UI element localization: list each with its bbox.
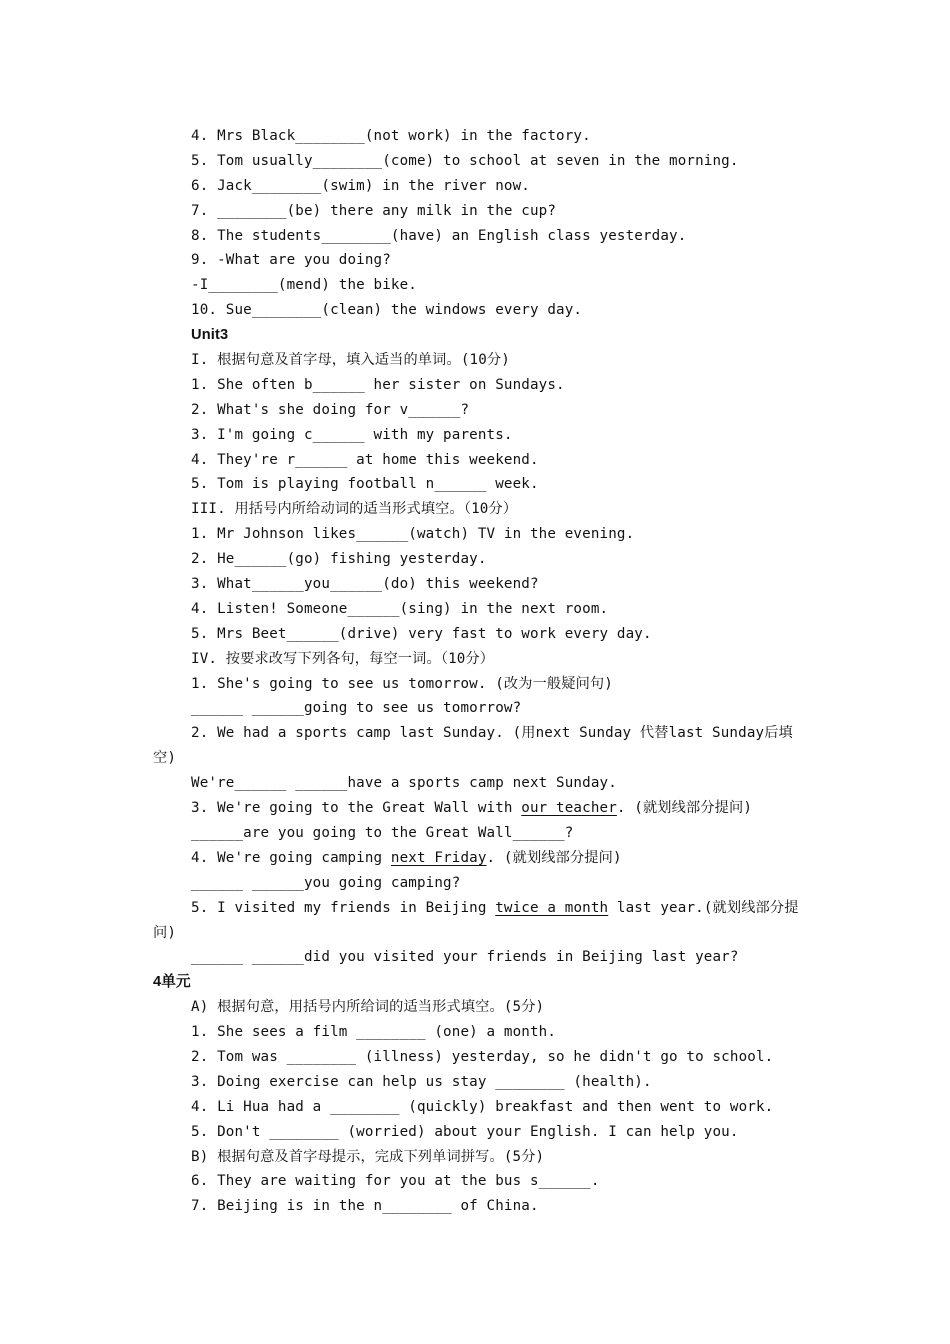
exercise-line: 3. I'm going c______ with my parents. [191, 426, 513, 443]
line-text: 5. I visited my friends in Beijing [191, 899, 496, 916]
exercise-line: B) 根据句意及首字母提示，完成下列单词拼写。(5分) [191, 1148, 545, 1165]
exercise-line: 4. Listen! Someone______(sing) in the next room. [191, 600, 609, 617]
exercise-line: 5. Mrs Beet______(drive) very fast to work every day. [191, 625, 652, 642]
line-text: 3. We're going to the Great Wall with [191, 800, 522, 817]
underlined-phrase: our teacher [521, 800, 617, 817]
exercise-line [0, 846, 950, 871]
section-heading: 4单元 [153, 974, 191, 991]
exercise-line: 空) [153, 750, 177, 767]
exercise-line: 5. Tom is playing football n______ week. [191, 476, 539, 493]
exercise-line: III. 用括号内所给动词的适当形式填空。（10分） [191, 501, 518, 518]
exercise-line: IV. 按要求改写下列各句，每空一词。（10分） [191, 650, 495, 667]
exercise-line: 1. Mr Johnson likes______(watch) TV in the evening. [191, 526, 635, 543]
exercise-line: 1. She sees a film ________ (one) a month. [191, 1024, 557, 1041]
exercise-line: 4. They're r______ at home this weekend. [191, 451, 539, 468]
exercise-line: 4. Li Hua had a ________ (quickly) breakfast and then went to work. [191, 1098, 774, 1115]
exercise-line: We're______ ______have a sports camp next Sunday. [191, 775, 617, 792]
exercise-line: 7. Beijing is in the n________ of China. [191, 1198, 539, 1215]
exercise-line: ______ ______you going camping? [191, 874, 461, 891]
underlined-phrase: next Friday [390, 849, 487, 866]
exercise-line: 3. Doing exercise can help us stay ________ (health). [191, 1073, 652, 1090]
line-text: . (就划线部分提问) [616, 800, 753, 817]
section-heading: Unit3 [191, 327, 229, 344]
document-page [0, 124, 950, 1219]
exercise-line: 1. She often b______ her sister on Sundays. [191, 376, 565, 393]
underlined-phrase: twice a month [495, 899, 609, 916]
exercise-line: 7. ________(be) there any milk in the cup? [191, 202, 557, 219]
exercise-line: 6. Jack________(swim) in the river now. [191, 177, 530, 194]
exercise-line [0, 796, 950, 821]
exercise-line: 问) [153, 924, 177, 941]
line-text: 4. We're going camping [191, 849, 391, 866]
exercise-line: 2. Tom was ________ (illness) yesterday, so he didn't go to school. [191, 1048, 774, 1065]
exercise-line: A) 根据句意，用括号内所给词的适当形式填空。(5分) [191, 999, 545, 1016]
exercise-line: 2. He______(go) fishing yesterday. [191, 551, 487, 568]
line-text: . (就划线部分提问) [486, 849, 622, 866]
exercise-line: 8. The students________(have) an English class yesterday. [191, 227, 687, 244]
exercise-line: 2. What's she doing for v______? [191, 401, 470, 418]
exercise-line: 10. Sue________(clean) the windows every day. [191, 302, 583, 319]
exercise-line: 4. Mrs Black________(not work) in the factory. [191, 128, 591, 144]
exercise-line [0, 896, 950, 921]
exercise-line: ______are you going to the Great Wall______? [191, 824, 574, 841]
exercise-line: 5. Tom usually________(come) to school at seven in the morning. [191, 152, 739, 169]
exercise-line: ______ ______did you visited your friends in Beijing last year? [191, 949, 739, 966]
exercise-line: I. 根据句意及首字母，填入适当的单词。(10分) [191, 352, 510, 369]
exercise-line: 5. Don't ________ (worried) about your English. I can help you. [191, 1123, 739, 1140]
exercise-line: ______ ______going to see us tomorrow? [191, 700, 522, 717]
exercise-line: 6. They are waiting for you at the bus s______. [191, 1173, 600, 1190]
exercise-line: 2. We had a sports camp last Sunday. (用next Sunday 代替last Sunday后填 [191, 725, 793, 742]
line-text: last year.(就划线部分提 [608, 899, 799, 916]
exercise-line: 3. What______you______(do) this weekend? [191, 576, 539, 593]
exercise-line: 9. -What are you doing? [191, 252, 391, 269]
exercise-line: -I________(mend) the bike. [191, 277, 417, 294]
exercise-line: 1. She's going to see us tomorrow. (改为一般疑问句) [191, 675, 613, 692]
